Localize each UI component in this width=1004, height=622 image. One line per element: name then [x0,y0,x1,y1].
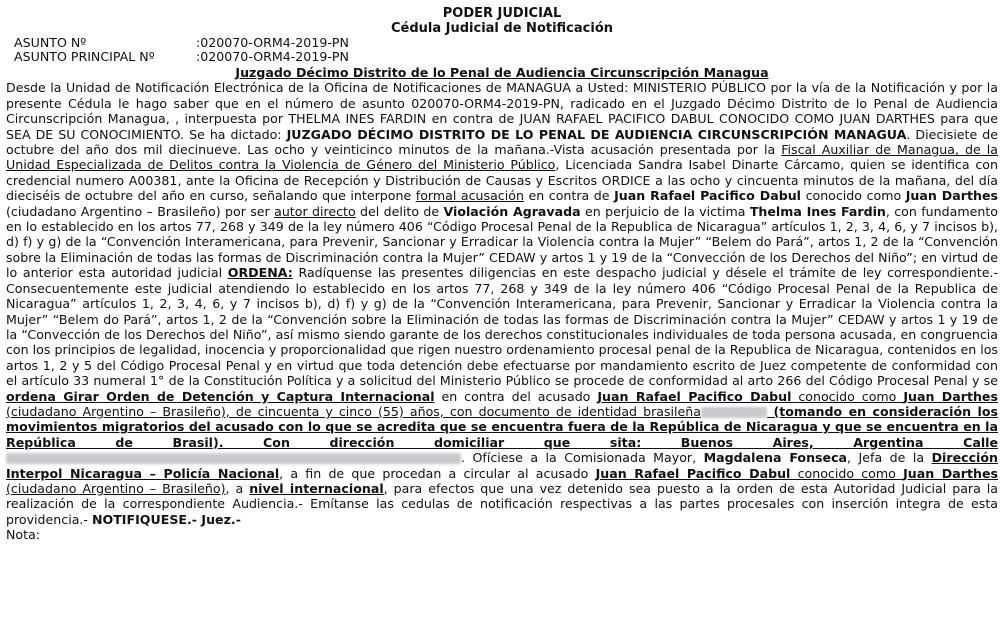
body-text: en perjuicio de la victima [580,203,750,219]
asunto-principal-value: :020070-ORM4-2019-PN [196,49,349,64]
ordena-keyword: ORDENA: [227,265,293,281]
asunto-label: ASUNTO Nº [14,35,87,50]
body-text: Radíquense las presentes diligencias en este despacho judicial y désele el trámite de ley correspondiente.- Consecuentemente este judicial atendiendo lo establecido en los artos 77, 268 y 349 de la ley número 406 “Código Procesal Penal de la Republica de Nicaragua” artículos 1, 2, 3, 4, 6, y 7 incisos b), d) f) y g) de la “Convención Interamericana, para Prevenir, Sancionar y Erradicar la Violencia contra la Mujer” “Belem do Pará”, artos 1, 2 de la “Convención sobre la Eliminación de todas las formas de Discriminación contra la Mujer” CEDAW y artos 1 y 19 de la “Convección de los Derechos del Niño”, así mismo siendo garante de los derechos constitucionales individuales de toda persona acusada, en congruencia con los principios de legalidad, inocencia y proporcionalidad que rigen nuestro ordenamiento procesal penal de la Republica de Nicaragua, contenidos en los artos 1, 2 y 5 del Código Procesal Penal y en virtud que toda detención debe efectuarse por mandamiento escrito de Juez competente de conformidad con el artículo 33 numeral 1° de la Constitución Política y a solicitud del Ministerio Público se procede de conformidad al arto 266 del Código Procesal Penal y se [6,265,998,389]
accused-alias-underlined-2: Juan Darthes [903,465,998,481]
body-underlined: (ciudadano Argentino – Brasileño) [6,480,226,496]
body-text: , a [225,480,250,496]
arrest-order: ordena Girar Orden de Detención y Captura Internacional [6,388,435,404]
accused-alias: Juan Darthes [905,188,998,204]
document-subtitle: Cédula Judicial de Notificación [390,21,614,36]
victim-name: Thelma Ines Fardin [749,203,886,219]
accused-name-underlined-2: Juan Rafael Pacifico Dabul [595,465,791,481]
accused-name-underlined: Juan Rafael Pacifico Dabul [597,388,792,404]
interpol-direction: Dirección Interpol Nicaragua – Policía Nacional [6,450,998,481]
formal-acusacion: formal acusación [415,188,524,204]
body-text: , para efectos que una vez detenido sea puesto a la orden de esta Autoridad Judicial para la realización de la correspondiente Audiencia.- Emítanse las cedulas de notificación respectivas a las partes procesales con inserción integra de esta providencia.- [6,480,998,527]
body-underlined: conocido como [791,388,904,404]
body-text: , Licenciada Sandra Isabel Dinarte Cárcamo, quien se identifica con credencial numero A00381, ante la Oficina de Recepción y Distribución de Causas y Escritos ORDICE a las ocho y cincuenta minutos de la mañana, del día dieciséis de octubre del año en curso, señalando que interpone [6,157,998,204]
body-text: Desde la Unidad de Notificación Electrónica de la Oficina de Notificaciones de MANAGUA a Usted: MINISTERIO PÚBLICO por la vía de la Notificación y por la presente Cédula le hago saber que en el número de asunto 020070-ORM4-2019-PN, radicado en el Juzgado Décimo Distrito de lo Penal de Audiencia Circunscripción Managua, , interpuesta por THELMA INES FARDIN en contra de JUAN RAFAEL PACIFICO DABUL CONOCIDO COMO JUAN DARTHES para que SEA DE SU CONOCIMIENTO. Se ha dictado: [6,80,998,142]
notification-body [6,80,998,527]
redacted-id-number [701,407,767,418]
body-text: del delito de [355,203,444,219]
migration-clause: (tomando en consideración los movimientos migratorios del acusado con lo que se acredita que se encuentra fuera de la República de Nicaragua y que se encuentra en la República de Brasil). Con dirección domiciliar que sita: Buenos Aires, Argentina Calle [6,403,998,450]
body-text: conocido como [801,188,906,204]
body-underlined: (ciudadano Argentino – Brasileño), de cincuenta y cinco (55) años, con documento de identidad brasileña [6,403,702,419]
body-text: , a fin de que procedan a circular al acusado [279,465,596,481]
crime-name: Violación Agravada [443,203,581,219]
body-text: (ciudadano Argentino – Brasileño) por ser [6,203,275,219]
accused-alias-underlined: Juan Darthes [903,388,998,404]
asunto-principal-label: ASUNTO PRINCIPAL Nº [14,49,155,64]
document-title: PODER JUDICIAL [442,6,562,21]
body-text: en contra del acusado [434,388,598,404]
international-level: nivel internacional [249,480,384,496]
autor-directo: autor directo [274,203,356,219]
notifiquese: NOTIFIQUESE.- Juez.- [91,511,241,527]
asunto-row [6,36,998,50]
body-text: . Ofíciese a la Comisionada Mayor, [461,450,704,466]
body-text: , Jefa de la [847,450,932,466]
court-name-bold: JUZGADO DÉCIMO DISTRITO DE LO PENAL DE AUDIENCIA CIRCUNSCRIPCIÓN MANAGUA [286,126,907,142]
fiscal-underlined: Fiscal Auxiliar de Managua, de la Unidad Especializada de Delitos contra la Violencia de Género del Ministerio Público [6,142,998,173]
redacted-address [6,453,461,464]
body-underlined: conocido como [790,465,904,481]
body-text: . Diecisiete de octubre del año dos mil diecinueve. Las ocho y veinticinco minutos de la mañana.-Vista acusación presentada por la [6,126,998,158]
body-text: en contra de [523,188,615,204]
asunto-value: :020070-ORM4-2019-PN [196,35,349,50]
commissioner-name: Magdalena Fonseca [703,450,848,466]
asunto-principal-row [6,50,998,64]
body-text: , con fundamento en lo establecido en los artos 77, 268 y 349 de la ley número 406 “Código Procesal Penal de la Republica de Nicaragua” artículos 1, 2, 3, 4, 6, y 7 incisos b), d) f) y g) de la “Convención Interamericana, para Prevenir, Sancionar y Erradicar la Violencia contra la Mujer” “Belem do Pará”, artos 1, 2 de la “Convención sobre la Eliminación de todas las formas de Discriminación contra la Mujer” CEDAW y artos 1 y 19 de la “Convección de los Derechos del Niño”; en virtud de lo anterior esta autoridad judicial [6,203,998,281]
court-heading: Juzgado Décimo Distrito de lo Penal de Audiencia Circunscripción Managua [235,65,769,80]
accused-name: Juan Rafael Pacifico Dabul [614,188,801,204]
nota-label: Nota: [6,527,41,543]
